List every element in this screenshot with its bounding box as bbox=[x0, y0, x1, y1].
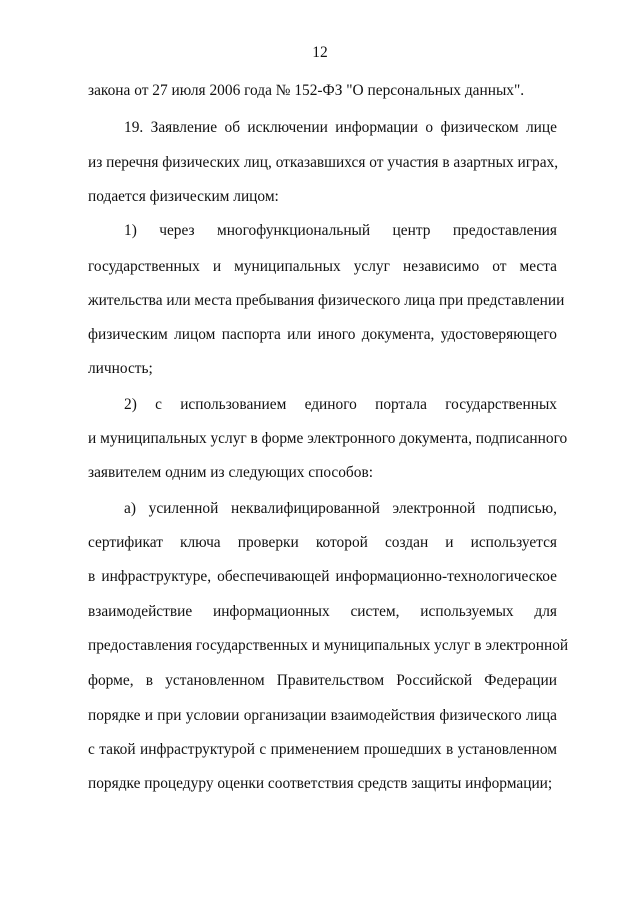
text-line: предоставления государственных и муниципальных услуг в электронной bbox=[88, 637, 569, 654]
text-line: 2) с использованием единого портала государственных bbox=[124, 396, 557, 413]
text-line: физическим лицом паспорта или иного документа, удостоверяющего bbox=[88, 326, 557, 343]
text-line: жительства или места пребывания физического лица при представлении bbox=[88, 292, 565, 309]
text-line: форме, в установленном Правительством Российской Федерации bbox=[88, 672, 557, 689]
text-line: порядке и при условии организации взаимодействия физического лица bbox=[88, 707, 557, 724]
text-line: закона от 27 июля 2006 года № 152-ФЗ "О персональных данных". bbox=[88, 82, 525, 99]
text-line: 19. Заявление об исключении информации о физическом лице bbox=[124, 119, 557, 136]
text-line: личность; bbox=[88, 360, 153, 377]
text-line: 1) через многофункциональный центр предоставления bbox=[124, 222, 557, 239]
text-line: государственных и муниципальных услуг независимо от места bbox=[88, 258, 557, 275]
text-line: и муниципальных услуг в форме электронного документа, подписанного bbox=[88, 430, 568, 447]
text-line: порядке процедуру оценки соответствия средств защиты информации; bbox=[88, 775, 553, 792]
text-line: взаимодействие информационных систем, используемых для bbox=[88, 603, 557, 620]
page-number: 12 bbox=[312, 44, 328, 61]
text-line: из перечня физических лиц, отказавшихся от участия в азартных играх, bbox=[88, 154, 559, 171]
text-line: с такой инфраструктурой с применением прошедших в установленном bbox=[88, 741, 557, 758]
text-line: сертификат ключа проверки которой создан и используется bbox=[88, 534, 557, 551]
text-line: а) усиленной неквалифицированной электронной подписью, bbox=[124, 500, 557, 517]
text-line: в инфраструктуре, обеспечивающей информационно-технологическое bbox=[88, 568, 557, 585]
text-line: подается физическим лицом: bbox=[88, 188, 279, 205]
text-line: заявителем одним из следующих способов: bbox=[88, 464, 373, 481]
